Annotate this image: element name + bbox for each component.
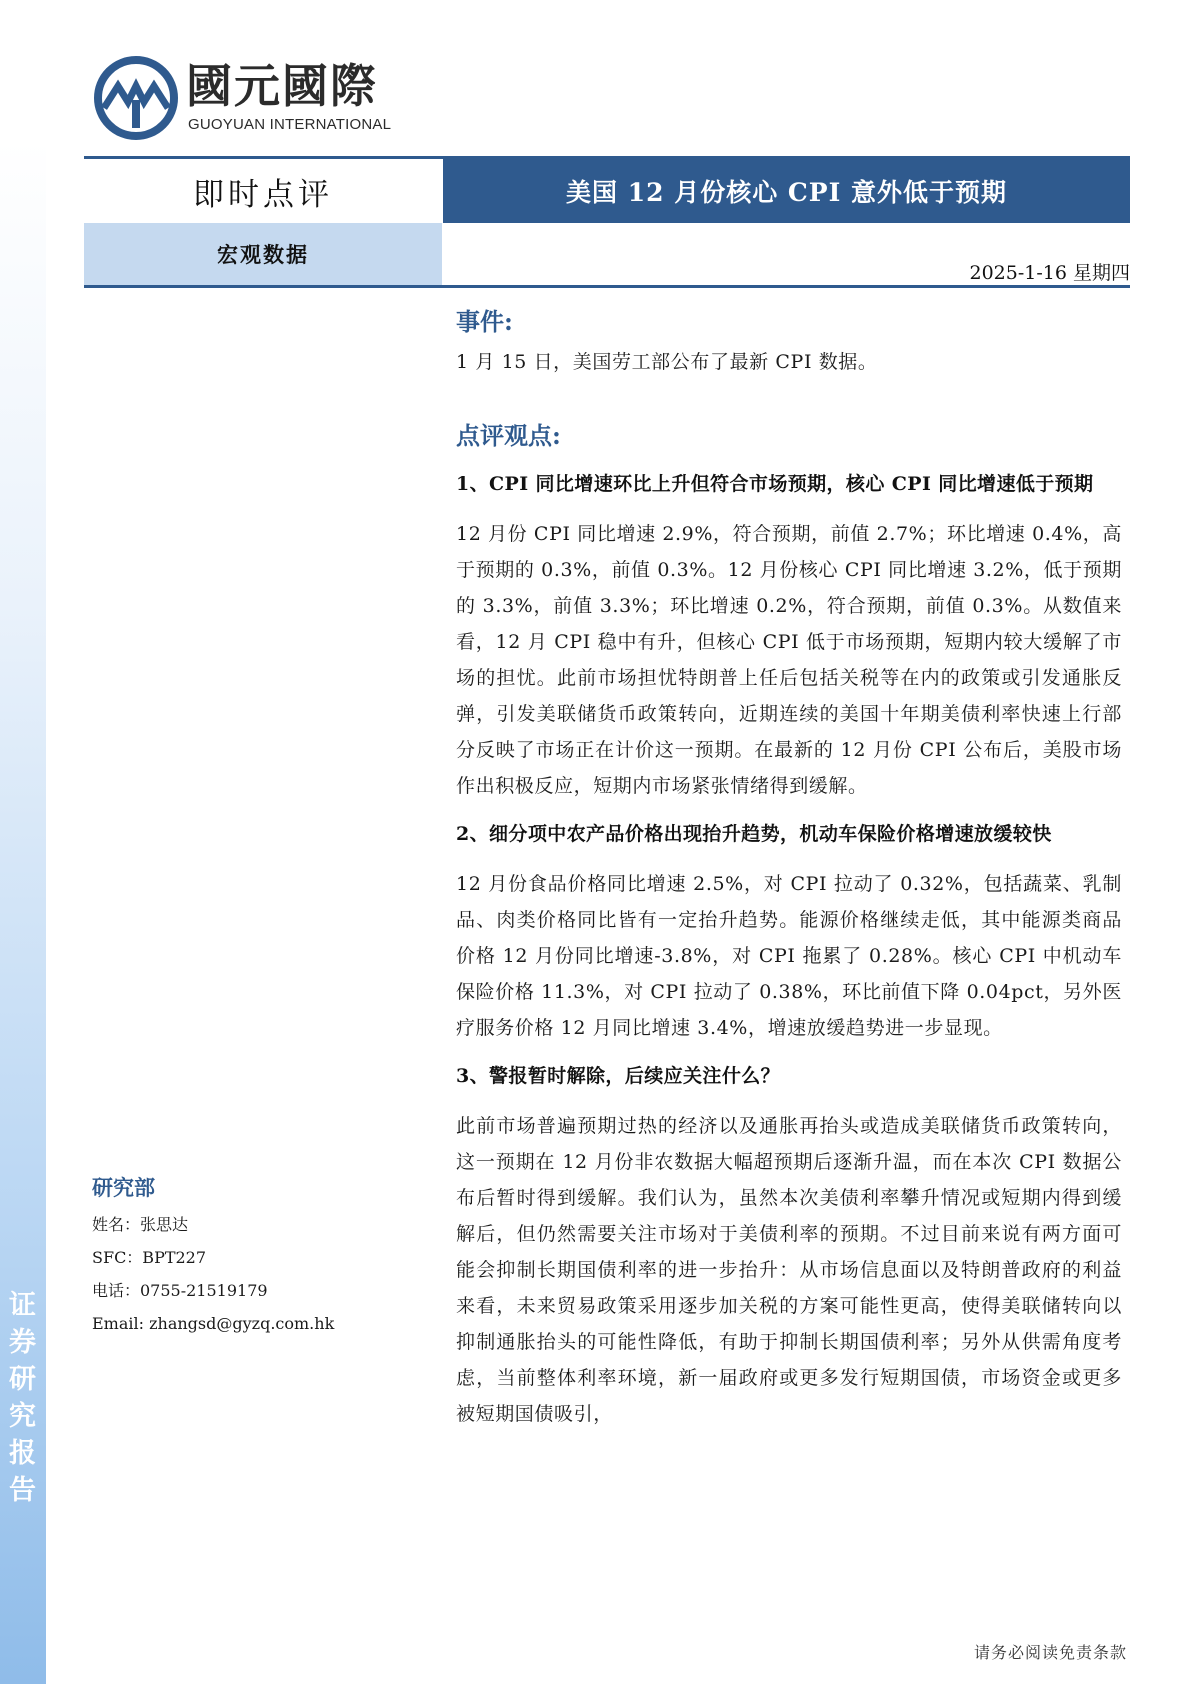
section-1-title: 1、CPI 同比增速环比上升但符合市场预期，核心 CPI 同比增速低于预期 — [456, 473, 1094, 495]
report-type: 即时点评 — [193, 176, 333, 213]
section-2-title: 2、细分项中农产品价格出现抬升趋势，机动车保险价格增速放缓较快 — [456, 823, 1052, 845]
analyst-email[interactable]: Email: zhangsd@gyzq.com.hk — [92, 1314, 335, 1333]
analyst-sfc: SFC：BPT227 — [92, 1248, 207, 1267]
report-body — [456, 304, 1122, 1432]
event-heading: 事件: — [456, 307, 513, 336]
guoyuan-logo-icon — [94, 56, 178, 140]
event-text: 1 月 15 日，美国劳工部公布了最新 CPI 数据。 — [456, 351, 878, 373]
section-1-body: 12 月份 CPI 同比增速 2.9%，符合预期，前值 2.7%；环比增速 0.4%，高于预期的 0.3%，前值 0.3%。12 月份核心 CPI 同比增速 3.2%，低于预期的 3.3%，前值 3.3%；环比增速 0.2%，符合预期，前值 0.3%。从数值来看，12 月 CPI 稳中有升，但核心 CPI 低于市场预期，短期内较大缓解了市场的担忧。此前市场担忧特朗普上任后包括关税等在内的政策或引发通胀反弹，引发美联储货币政策转向，近期连续的美国十年期美债利率快速上行部分反映了市场正在计价这一预期。在最新的 12 月份 CPI 公布后，美股市场作出积极反应，短期内市场紧张情绪得到缓解。 — [456, 523, 1122, 797]
company-logo — [94, 56, 394, 140]
section-3-title: 3、警报暂时解除，后续应关注什么？ — [456, 1065, 781, 1087]
analyst-dept: 研究部 — [92, 1175, 155, 1200]
section-2-body: 12 月份食品价格同比增速 2.5%，对 CPI 拉动了 0.32%，包括蔬菜、乳制品、肉类价格同比皆有一定抬升趋势。能源价格继续走低，其中能源类商品价格 12 月份同比增速-3.8%，对 CPI 拖累了 0.28%。核心 CPI 中机动车保险价格 11.3%，对 CPI 拉动了 0.38%，环比前值下降 0.04pct，另外医疗服务价格 12 月同比增速 3.4%，增速放缓趋势进一步显现。 — [456, 873, 1122, 1039]
report-title: 美国 12 月份核心 CPI 意外低于预期 — [443, 159, 1130, 223]
section-3-body: 此前市场普遍预期过热的经济以及通胀再抬头或造成美联储货币政策转向，这一预期在 12 月份非农数据大幅超预期后逐渐升温，而在本次 CPI 数据公布后暂时得到缓解。我们认为，虽然本次美债利率攀升情况或短期内得到缓解后，但仍然需要关注市场对于美债利率的预期。不过目前来说有两方面可能会抑制长期国债利率的进一步抬升：从市场信息面以及特朗普政府的利益来看，未来贸易政策采用逐步加关税的方案可能性更高，使得美联储转向以抑制通胀抬头的可能性降低，有助于抑制长期国债利率；另外从供需角度考虑，当前整体利率环境，新一届政府或更多发行短期国债，市场资金或更多被短期国债吸引， — [456, 1115, 1122, 1425]
analyst-phone: 电话：0755-21519179 — [92, 1281, 268, 1300]
logo-chinese-name: 國元國際 — [186, 59, 378, 113]
commentary-heading: 点评观点: — [456, 421, 561, 450]
report-category: 宏观数据 — [84, 223, 442, 285]
side-label: 证券研究报告 — [4, 1290, 35, 1512]
logo-english-name: GUOYUAN INTERNATIONAL — [188, 116, 392, 133]
disclaimer-note: 请务必阅读免责条款 — [973, 1643, 1127, 1662]
header-bottom-rule — [84, 285, 1130, 288]
analyst-name: 姓名：张思达 — [92, 1215, 189, 1234]
analyst-info — [92, 1172, 392, 1340]
report-date: 2025-1-16 星期四 — [969, 262, 1130, 284]
